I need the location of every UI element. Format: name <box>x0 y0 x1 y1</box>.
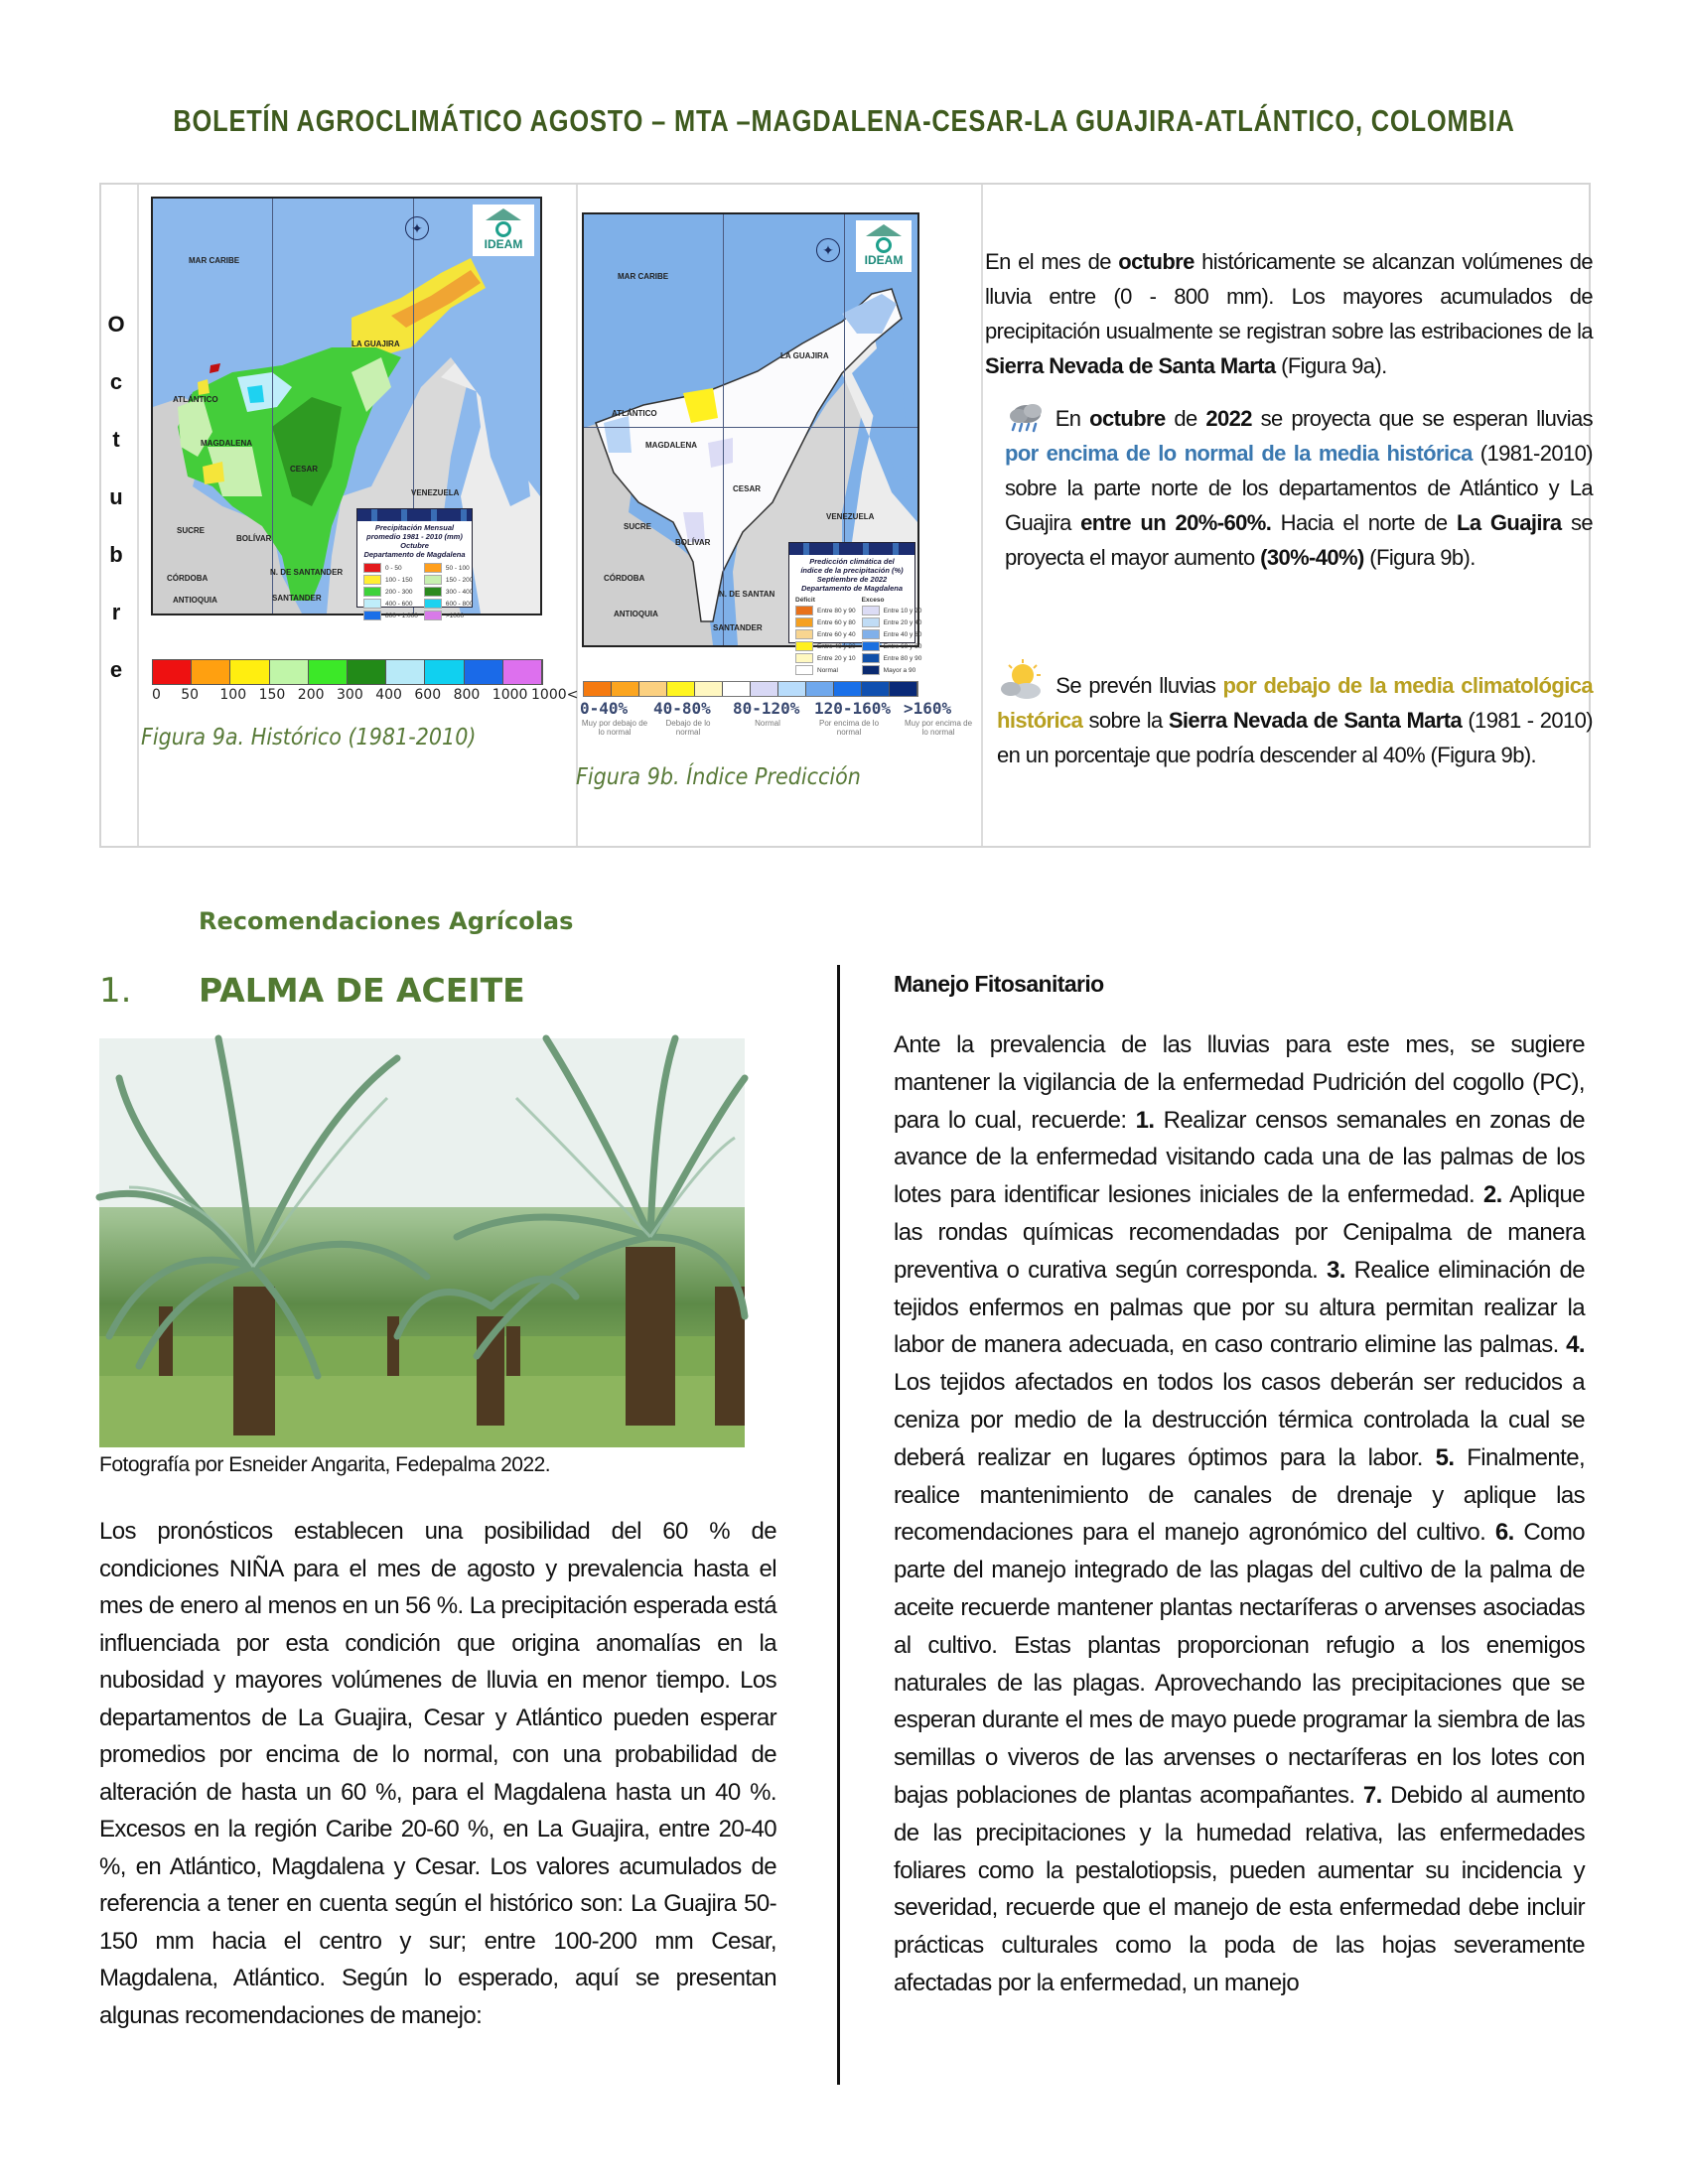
ideam-logo: IDEAM <box>473 205 534 256</box>
legend-label: Entre 80 y 90 <box>883 654 922 662</box>
text-segment: Finalmente, realice mantenimiento de canales de drenaje y aplique las recomendaciones para el manejo agronómico del cultivo. <box>894 1443 1586 1547</box>
map-legend <box>356 508 474 619</box>
crop-title: PALMA DE ACEITE <box>199 971 525 1010</box>
column-divider <box>837 965 840 2085</box>
map-legend <box>788 542 922 674</box>
map-region-label: ATLÁNTICO <box>612 409 657 418</box>
month-letter: c <box>109 369 123 394</box>
scale-tick-label: 1000< <box>531 687 579 703</box>
legend-label: 0 - 50 <box>385 564 402 572</box>
below-normal-highlight: por debajo de la media climatológica histórica <box>997 673 1593 733</box>
legend-swatch <box>795 606 813 615</box>
legend-swatch <box>363 599 381 609</box>
legend-column-header: Exceso <box>861 597 885 604</box>
legend-item <box>795 653 856 663</box>
legend-swatch <box>862 653 880 663</box>
table-divider <box>137 185 139 846</box>
legend-item <box>862 665 922 675</box>
month-letter: O <box>107 312 125 337</box>
legend-item <box>795 617 856 627</box>
legend-item <box>363 587 418 597</box>
text-segment: Como parte del manejo integrado de las plagas del cultivo de la palma de aceite recuerde mantener plantas nectaríferas o arvenses asociadas al cultivo. Estas plantas proporcionan refugio a los enemigos naturales de las plagas. Aprovechando las precipitaciones que se esperan durante el mes de mayo puede programar la siembra de las semillas o viveros de las arvenses o nectaríferas en los lotes con bajas poblaciones de plantas acompañantes. <box>894 1519 1585 1809</box>
legend-label: Entre 80 y 90 <box>817 607 856 614</box>
scale-swatch <box>386 660 425 684</box>
legend-swatch <box>424 611 442 620</box>
legend-item <box>795 641 856 651</box>
map-region-label: N. DE SANTANDER <box>270 568 344 577</box>
scale-tick-label: 1000 <box>492 687 528 703</box>
prediction-range-description: Normal <box>755 719 780 728</box>
legend-label: 100 - 150 <box>385 576 413 584</box>
legend-item <box>363 563 418 573</box>
below-normal-forecast: Se prevén lluvias por debajo de la media climatológica histórica sobre la Sierra Nevada de Santa Marta (1981 - 2010) en un porcentaje que podría descender al 40% (Figura 9b). <box>997 659 1593 772</box>
scale-swatch <box>309 660 348 684</box>
scale-swatch <box>834 682 862 696</box>
legend-swatch <box>862 606 880 615</box>
legend-swatch <box>795 617 813 627</box>
prediction-color-scale <box>583 681 918 697</box>
legend-swatch <box>862 665 880 675</box>
month-letter: r <box>111 600 121 624</box>
table-divider <box>981 185 983 846</box>
map-region-label: SANTANDER <box>713 623 763 632</box>
scale-swatch <box>695 682 723 696</box>
scale-swatch <box>723 682 751 696</box>
legend-item <box>424 587 473 597</box>
legend-label: 300 - 400 <box>445 588 474 596</box>
scale-swatch <box>751 682 778 696</box>
legend-label: Mayor a 90 <box>883 666 916 674</box>
map-region-label: VENEZUELA <box>411 488 460 497</box>
legend-swatch <box>795 653 813 663</box>
palm-plantation-image <box>99 1038 745 1447</box>
scale-swatch <box>192 660 230 684</box>
legend-label: Entre 60 y 40 <box>817 630 856 638</box>
map-region-label: ANTIOQUIA <box>173 596 217 605</box>
legend-item <box>424 563 473 573</box>
map-region-label: SUCRE <box>624 522 652 531</box>
month-letter: e <box>109 657 123 682</box>
scale-swatch <box>806 682 834 696</box>
legend-item <box>862 629 922 639</box>
scale-tick-label: 0 <box>152 687 161 703</box>
legend-title-line: Septiembre de 2022 <box>816 575 888 584</box>
legend-swatch <box>424 587 442 597</box>
table-divider <box>576 185 578 846</box>
map-region-label: CESAR <box>290 465 319 474</box>
scale-tick-label: 50 <box>181 687 200 703</box>
legend-item <box>424 575 473 585</box>
legend-item <box>363 611 418 620</box>
legend-swatch <box>795 641 813 651</box>
legend-item <box>424 611 473 620</box>
legend-label: Entre 10 y 20 <box>883 607 922 614</box>
legend-label: Entre 60 y 80 <box>883 642 922 650</box>
prediction-range-description: Muy por encima de lo normal <box>904 719 973 737</box>
map-region-label: ANTIOQUIA <box>614 610 658 618</box>
legend-label: 150 - 200 <box>445 576 474 584</box>
legend-title-line: índice de la precipitación (%) <box>800 566 904 575</box>
prediction-range-description: Muy por debajo de lo normal <box>581 719 648 737</box>
prediction-range-label: 120-160% <box>814 699 892 718</box>
scale-swatch <box>503 660 542 684</box>
map-region-label: CÓRDOBA <box>604 574 645 583</box>
legend-item <box>795 665 856 675</box>
legend-label: Entre 60 y 80 <box>817 618 856 626</box>
bulletin-title: BOLETÍN AGROCLIMÁTICO AGOSTO – MTA –MAGDALENA-CESAR-LA GUAJIRA-ATLÁNTICO, COLOMBIA <box>173 103 1515 138</box>
scale-swatch <box>890 682 917 696</box>
scale-swatch <box>639 682 667 696</box>
map-region-label: BOLÍVAR <box>236 534 272 543</box>
figure-9b-caption: Figura 9b. Índice Predicción <box>576 764 861 790</box>
step-number: 3. <box>1326 1256 1345 1284</box>
scale-tick-label: 100 <box>219 687 247 703</box>
prediction-range-label: 40-80% <box>653 699 711 718</box>
compass-rose-icon: ✦ <box>405 216 429 240</box>
legend-item <box>363 599 418 609</box>
legend-label: 800 - 1.000 <box>385 612 418 619</box>
ideam-logo: IDEAM <box>856 220 912 272</box>
scale-swatch <box>584 682 612 696</box>
legend-item <box>862 606 922 615</box>
scale-swatch <box>348 660 386 684</box>
legend-swatch <box>795 629 813 639</box>
legend-title-line: Octubre <box>400 541 429 550</box>
legend-swatch <box>363 611 381 620</box>
scale-swatch <box>778 682 806 696</box>
scale-swatch <box>425 660 464 684</box>
legend-label: Normal <box>817 666 838 674</box>
map-region-label: CÓRDOBA <box>167 574 209 583</box>
month-letter: t <box>112 427 120 452</box>
text-segment: Aplique las rondas químicas recomendadas por Cenipalma de manera preventiva o curativa según corresponda. <box>894 1181 1585 1284</box>
scale-tick-label: 400 <box>375 687 402 703</box>
historical-description: En el mes de octubre históricamente se alcanzan volúmenes de lluvia entre (0 - 800 mm). Los mayores acumulados de precipitación usualmente se registran sobre las estribaciones de la Sierra Nevada de Santa Marta (Figura 9a). <box>985 249 1593 378</box>
phytosanitary-body <box>894 1026 1585 2002</box>
map-region-label: BOLÍVAR <box>675 538 711 547</box>
historical-precipitation-map <box>151 197 542 619</box>
legend-label: 400 - 600 <box>385 600 413 608</box>
scale-tick-label: 300 <box>337 687 363 703</box>
step-number: 6. <box>1494 1519 1514 1547</box>
scale-tick-label: 800 <box>453 687 481 703</box>
legend-title-line: Departamento de Magdalena <box>800 584 904 593</box>
text-segment: Realice eliminación de tejidos enfermos en palmas que por su altura permitan realizar la labor de manera adecuada, en caso contrario elimine las palmas. <box>894 1256 1585 1359</box>
legend-label: 600 - 800 <box>445 600 474 608</box>
map-region-label: MAGDALENA <box>645 441 697 450</box>
scale-swatch <box>270 660 309 684</box>
map-label-sea: MAR CARIBE <box>618 272 669 281</box>
compass-rose-icon: ✦ <box>816 238 840 262</box>
prediction-range-label: 0-40% <box>580 699 629 718</box>
rain-cloud-icon <box>1005 402 1047 436</box>
scale-swatch <box>153 660 192 684</box>
legend-label: Entre 40 y 60 <box>883 630 922 638</box>
legend-item <box>862 617 922 627</box>
text-segment: Realizar censos semanales en zonas de avance de la enfermedad visitando cada una de las palmas de los lotes para identificar lesiones iniciales de la enfermedad. <box>894 1106 1586 1209</box>
partly-sunny-icon <box>997 659 1049 703</box>
map-region-label: CESAR <box>733 484 762 493</box>
legend-label: Entre 20 y 10 <box>817 654 856 662</box>
legend-swatch <box>795 665 813 675</box>
legend-label: Entre 40 y 20 <box>817 642 856 650</box>
legend-swatch <box>363 587 381 597</box>
prediction-range-description: Por encima de lo normal <box>818 719 880 737</box>
map-region-label: N. DE SANTAN <box>719 590 775 599</box>
legend-swatch <box>862 629 880 639</box>
map-region-label: LA GUAJIRA <box>352 340 400 348</box>
legend-swatch <box>862 641 880 651</box>
map-region-label: SANTANDER <box>272 594 322 603</box>
legend-swatch <box>424 575 442 585</box>
scale-tick-label: 200 <box>297 687 325 703</box>
legend-label: Entre 20 y 40 <box>883 618 922 626</box>
legend-item <box>862 653 922 663</box>
legend-swatch <box>363 563 381 573</box>
legend-label: >1000 <box>445 612 465 619</box>
text-segment: Ante la prevalencia de las lluvias para este mes, se sugiere mantener la vigilancia de la enfermedad Pudrición del cogollo (PC), para lo cual, recuerde: <box>894 1031 1585 1134</box>
scale-tick-label: 600 <box>414 687 442 703</box>
legend-item <box>862 641 922 651</box>
map-label-sea: MAR CARIBE <box>189 256 240 265</box>
legend-swatch <box>424 563 442 573</box>
scale-swatch <box>230 660 269 684</box>
map-region-label: VENEZUELA <box>826 512 875 521</box>
recommendations-heading: Recomendaciones Agrícolas <box>199 907 574 935</box>
map-region-label: LA GUAJIRA <box>780 351 829 360</box>
step-number: 2. <box>1482 1181 1502 1209</box>
legend-item <box>424 599 473 609</box>
step-number: 5. <box>1435 1443 1455 1471</box>
legend-title-line: Precipitación Mensual <box>374 523 455 532</box>
prediction-range-description: Debajo de lo normal <box>665 719 711 737</box>
photo-caption: Fotografía por Esneider Angarita, Fedepalma 2022. <box>99 1453 551 1476</box>
text-segment: Debido al aumento de las precipitaciones y la humedad relativa, las enfermedades foliares como la pestalotiopsis, pueden aumentar su incidencia y severidad, recuerde que el manejo de esta enfermedad debe incluir prácticas culturales como la poda de las hojas severamente afectadas por la enfermedad, un manejo <box>894 1781 1585 1996</box>
legend-item <box>363 575 418 585</box>
month-letter: b <box>109 542 123 567</box>
month-letter: u <box>109 484 123 509</box>
legend-title-line: Departamento de Magdalena <box>363 550 466 559</box>
oil-palm-photo <box>99 1038 745 1447</box>
crop-number: 1. <box>99 971 132 1011</box>
scale-swatch <box>612 682 639 696</box>
prediction-range-label: >160% <box>904 699 952 718</box>
precipitation-scale-labels <box>144 687 579 707</box>
legend-swatch <box>363 575 381 585</box>
legend-title-line: Predicción climática del <box>809 557 895 566</box>
prediction-range-label: 80-120% <box>733 699 800 718</box>
legend-label: 200 - 300 <box>385 588 413 596</box>
precipitation-color-scale <box>152 659 543 685</box>
scale-swatch <box>465 660 503 684</box>
map-region-label: SUCRE <box>177 526 206 535</box>
map-region-label: ATLÁNTICO <box>173 395 218 404</box>
figure-9a-caption: Figura 9a. Histórico (1981-2010) <box>141 725 477 751</box>
above-normal-forecast: En octubre de 2022 se proyecta que se esperan lluvias por encima de lo normal de la media histórica (1981-2010) sobre la parte norte de los departamentos de Atlántico y La Guajira entre un 20%-60%. Hacia el norte de La Guajira se proyecta el mayor aumento (30%-40%) (Figura 9b). <box>1005 401 1593 575</box>
legend-item <box>795 606 856 615</box>
legend-title-line: promedio 1981 - 2010 (mm) <box>366 532 463 541</box>
palm-forecast-body: Los pronósticos establecen una posibilidad del 60 % de condiciones NIÑA para el mes de agosto y prevalencia hasta el mes de enero al menos en un 56 %. La precipitación esperada está influenciada por esta condición que origina anomalías en la nubosidad y mayores volúmenes de lluvia en menor tiempo. Los departamentos de La Guajira, Cesar y Atlántico pueden esperar promedios por encima de lo normal, con una probabilidad de alteración de hasta un 60 %, para el Magdalena hasta un 40 %. Excesos en la región Caribe 20-60 %, en La Guajira, entre 20-40 %, en Atlántico, Magdalena y Cesar. Los valores acumulados de referencia a tener en cuenta según el histórico son: La Guajira 50-150 mm hacia el centro y sur; entre 100-200 mm Cesar, Magdalena, Atlántico. Según lo esperado, aquí se presentan algunas recomendaciones de manejo: <box>99 1518 776 2029</box>
scale-swatch <box>667 682 695 696</box>
phytosanitary-heading: Manejo Fitosanitario <box>894 971 1104 997</box>
step-number: 4. <box>1566 1331 1585 1359</box>
precipitation-prediction-map <box>582 212 922 674</box>
legend-swatch <box>862 617 880 627</box>
scale-tick-label: 150 <box>258 687 286 703</box>
map-region-label: MAGDALENA <box>201 439 252 448</box>
above-normal-highlight: por encima de lo normal de la media histórica <box>1005 441 1473 466</box>
legend-label: 50 - 100 <box>445 564 470 572</box>
legend-item <box>795 629 856 639</box>
text-segment: Los tejidos afectados en todos los casos deberán ser reducidos a ceniza por medio de la destrucción térmica controlada la cual se deberá realizar en lugares óptimos para la labor. <box>894 1369 1585 1471</box>
step-number: 7. <box>1362 1781 1382 1809</box>
legend-column-header: Déficit <box>795 597 815 604</box>
step-number: 1. <box>1135 1106 1155 1134</box>
legend-swatch <box>424 599 442 609</box>
scale-swatch <box>862 682 890 696</box>
